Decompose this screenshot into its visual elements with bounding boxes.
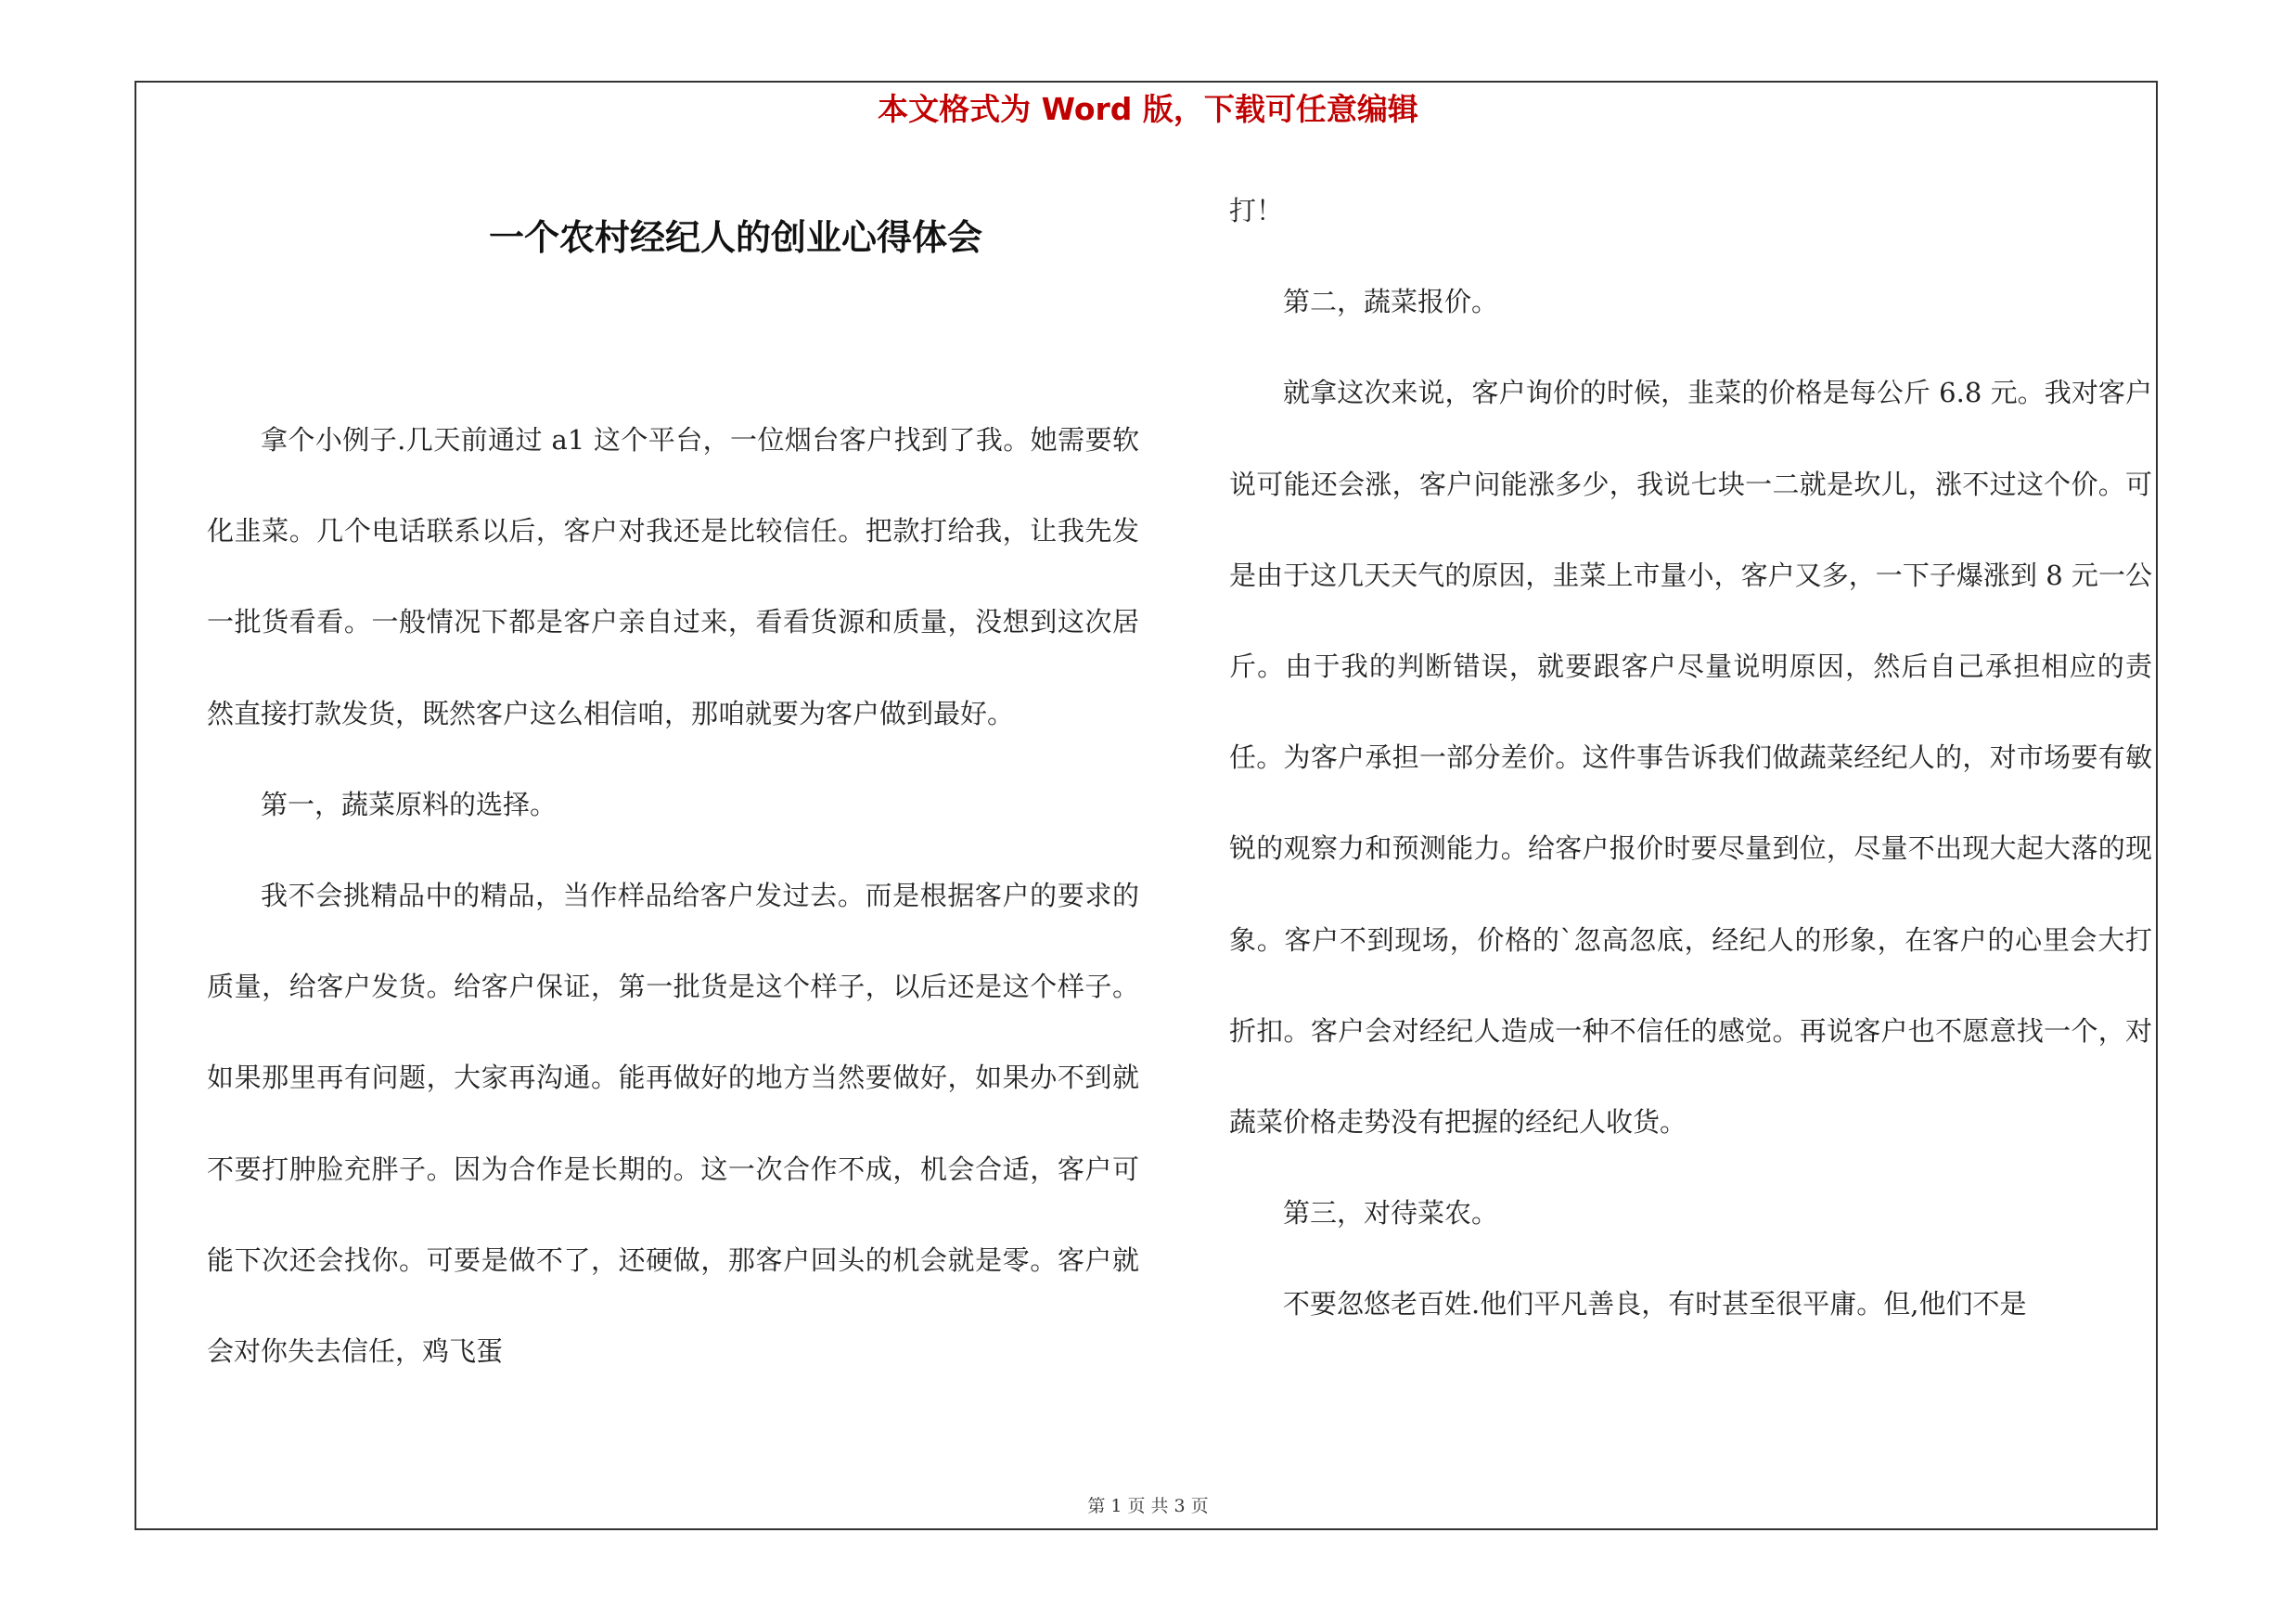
paragraph: 我不会挑精品中的精品，当作样品给客户发过去。而是根据客户的要求的质量，给客户发货。给客户保证，第一批货是这个样子，以后还是这个样子。如果那里再有问题，大家再沟通。能再做好的地方当然要做好，如果办不到就不要打肿脸充胖子。因为合作是长期的。这一次合作不成，机会合适，客户可能下次还会找你。可要是做不了，还硬做，那客户回头的机会就是零。客户就会对你失去信任，鸡飞蛋 (207, 880, 1139, 1368)
right-column (1229, 165, 2152, 1350)
paragraph: 拿个小例子.几天前通过 a1 这个平台，一位烟台客户找到了我。她需要软化韭菜。几个电话联系以后，客户对我还是比较信任。把款打给我，让我先发一批货看看。一般情况下都是客户亲自过来，看看货源和质量，没想到这次居然直接打款发货，既然客户这么相信咱，那咱就要为客户做到最好。 (207, 424, 1139, 729)
section-heading: 第二，蔬菜报价。 (1283, 286, 1499, 318)
paragraph: 不要忽悠老百姓.他们平凡善良，有时甚至很平庸。但,他们不是 (1283, 1288, 2027, 1320)
left-column (207, 394, 1139, 1397)
paragraph-continuation: 打！ (1229, 195, 1284, 226)
section-heading: 第三，对待菜农。 (1283, 1197, 1499, 1230)
section-heading: 第一，蔬菜原料的选择。 (261, 788, 558, 820)
document-title: 一个农村经纪人的创业心得体会 (488, 216, 982, 258)
paragraph: 就拿这次来说，客户询价的时候，韭菜的价格是每公斤 6.8 元。我对客户说可能还会涨，客户问能涨多少，我说七块一二就是坎儿，涨不过这个价。可是由于这几天天气的原因，韭菜上市量小，客户又多，一下子爆涨到 8 元一公斤。由于我的判断错误，就要跟客户尽量说明原因，然后自己承担相应的责任。为客户承担一部分差价。这件事告诉我们做蔬菜经纪人的，对市场要有敏锐的观察力和预测能力。给客户报价时要尽量到位，尽量不出现大起大落的现象。客户不到现场，价格的`忽高忽底，经纪人的形象，在客户的心里会大打折扣。客户会对经纪人造成一种不信任的感觉。再说客户也不愿意找一个，对蔬菜价格走势没有把握的经纪人收货。 (1229, 377, 2152, 1139)
editable-banner: 本文格式为 Word 版，下载可任意编辑 (878, 91, 1418, 127)
page-number: 第 1 页 共 3 页 (1087, 1496, 1209, 1516)
